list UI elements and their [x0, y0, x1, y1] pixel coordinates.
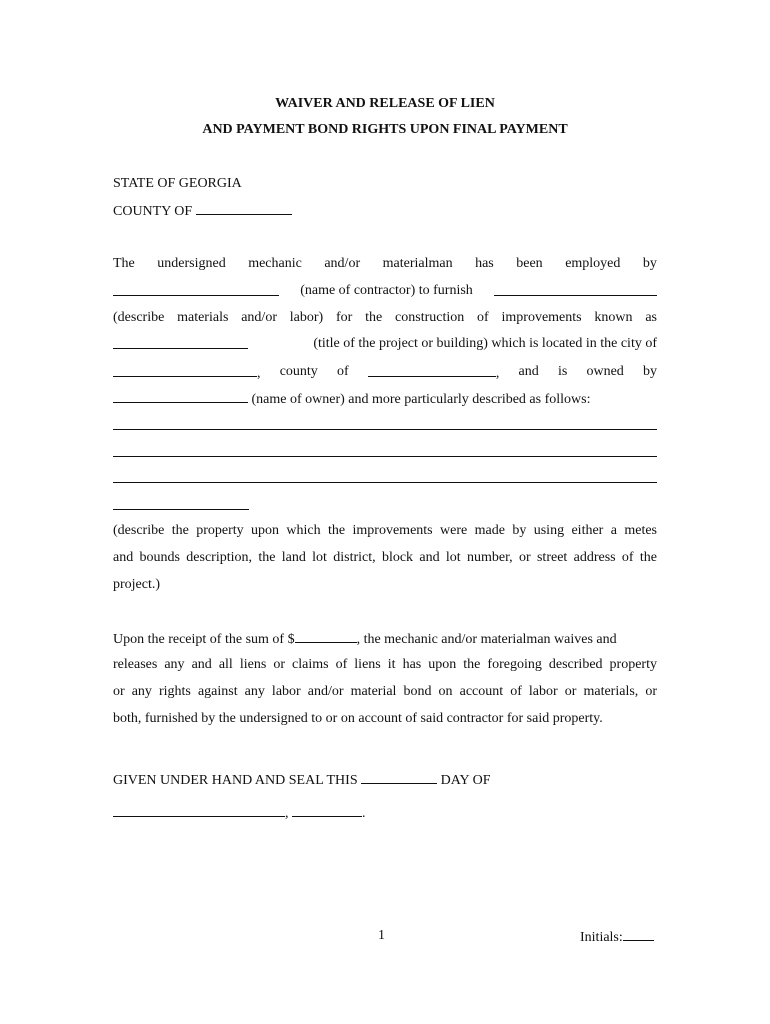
project-title-blank[interactable] [113, 336, 248, 349]
property-description-text: and bounds description, the land lot district, block and lot number, or street address of the [113, 550, 657, 565]
month-blank[interactable] [113, 804, 285, 817]
para3-line-2 [113, 657, 657, 673]
word: mechanic [248, 256, 302, 271]
year-blank[interactable] [292, 804, 362, 817]
state-line [113, 176, 657, 192]
document-title-line-2: AND PAYMENT BOND RIGHTS UPON FINAL PAYMENT [202, 122, 568, 137]
description-line-4[interactable] [113, 509, 249, 510]
release-text: both, furnished by the undersigned to or on account of said contractor for said property. [113, 711, 603, 726]
sum-amount-blank[interactable] [295, 630, 357, 643]
of-word: of [336, 364, 349, 379]
para1-line-6 [113, 390, 657, 408]
release-text: or any rights against any labor and/or material bond on account of labor or materials, or [113, 684, 657, 699]
by-word: by [642, 364, 657, 379]
word: employed [565, 256, 621, 271]
property-description-text: project.) [113, 577, 161, 592]
para1-line-1 [113, 256, 657, 272]
word: and/or [324, 256, 361, 271]
contractor-text: (name of contractor) to furnish [300, 283, 473, 298]
para2-line-2 [113, 550, 657, 566]
owner-text: (name of owner) and more particularly described as follows: [251, 392, 591, 407]
para3-line-1 [113, 630, 657, 648]
para2-line-3 [113, 577, 657, 593]
para2-line-1 [113, 523, 657, 539]
para1-line-2 [113, 283, 657, 299]
word: undersigned [157, 256, 226, 271]
county-word: county [279, 364, 318, 379]
materials-blank[interactable] [494, 283, 657, 296]
document-title-line-1: WAIVER AND RELEASE OF LIEN [275, 96, 495, 111]
initials-label: Initials: [580, 930, 623, 945]
city-blank[interactable] [113, 364, 257, 377]
contractor-blank[interactable] [113, 283, 279, 296]
and-word: and [518, 364, 539, 379]
given-line-2 [113, 804, 657, 822]
project-text: (title of the project or building) which is located in the city of [313, 336, 657, 351]
owner-blank[interactable] [113, 390, 248, 403]
county-line [113, 202, 657, 220]
given-text-end: DAY OF [440, 773, 491, 788]
sum-text-end: , the mechanic and/or materialman waives and [356, 632, 617, 647]
owned-word: owned [586, 364, 624, 379]
word: been [516, 256, 543, 271]
para1-line-4 [113, 336, 657, 352]
given-text-start: GIVEN UNDER HAND AND SEAL THIS [113, 773, 358, 788]
word: by [642, 256, 657, 271]
para1-line-3 [113, 310, 657, 326]
para3-line-3 [113, 684, 657, 700]
release-text: releases any and all liens or claims of liens it has upon the foregoing described property [113, 657, 657, 672]
description-line-2[interactable] [113, 456, 657, 457]
description-line-1[interactable] [113, 429, 657, 430]
para3-line-4 [113, 711, 657, 727]
para1-line-5: , county of , and is owned by [113, 364, 657, 382]
initials-field [580, 928, 654, 946]
given-line-1 [113, 771, 657, 789]
county-name-blank[interactable] [368, 364, 496, 377]
period: . [362, 806, 366, 821]
state-label: STATE OF GEORGIA [113, 176, 242, 191]
property-description-text: (describe the property upon which the improvements were made by using either a metes [113, 523, 657, 538]
sum-text-start: Upon the receipt of the sum of $ [113, 632, 295, 647]
materials-text: (describe materials and/or labor) for the construction of improvements known as [113, 310, 657, 325]
day-blank[interactable] [361, 771, 437, 784]
word: materialman [382, 256, 453, 271]
comma: , [285, 806, 289, 821]
page-number: 1 [378, 928, 385, 943]
description-line-3[interactable] [113, 482, 657, 483]
word: The [113, 256, 135, 271]
county-label: COUNTY OF [113, 204, 193, 219]
word: has [475, 256, 494, 271]
initials-blank[interactable] [623, 928, 654, 941]
county-blank[interactable] [196, 202, 292, 215]
is-word: is [557, 364, 568, 379]
